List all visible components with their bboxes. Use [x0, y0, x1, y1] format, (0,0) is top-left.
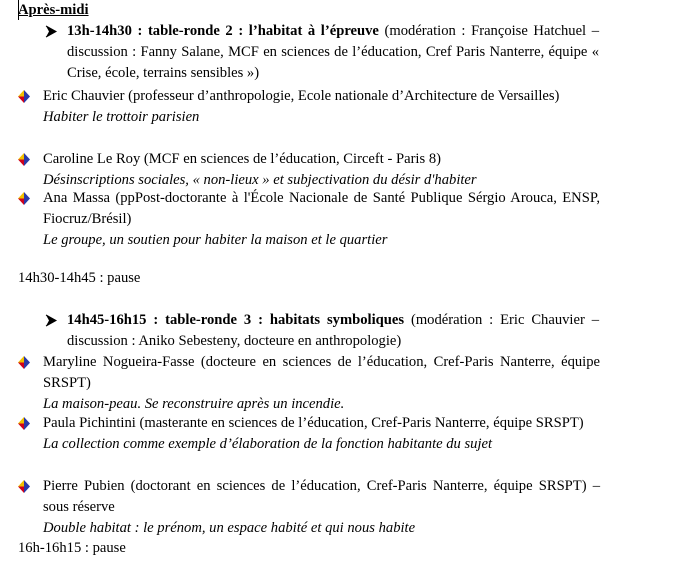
- session-1-moderation: (modération : Françoise Hatchuel – discussion : Fanny Salane, MCF en sciences de l’éducation, Cref Paris Nanterre, équipe « Crise, école, terrains sensibles »): [67, 23, 600, 81]
- four-color-diamond-bullet-icon: [18, 356, 30, 369]
- session-2-moderation: (modération : Eric Chauvier – discussion : Aniko Sebesteny, docteure en anthropologie): [67, 312, 600, 349]
- session-2-title: [43, 310, 599, 352]
- speaker-name: Maryline Nogueira-Fasse (docteure en sciences de l’éducation, Cref-Paris Nanterre, équipe SRSPT): [43, 354, 600, 391]
- speaker-item: [18, 352, 600, 415]
- speaker-name: Paula Pichintini (masterante en sciences de l’éducation, Cref-Paris Nanterre, équipe SRSPT): [43, 415, 584, 431]
- speaker-item: [18, 149, 600, 191]
- speaker-item: [18, 86, 600, 128]
- speaker-name: Eric Chauvier (professeur d’anthropologie, Ecole nationale d’Architecture de Versailles): [43, 88, 560, 104]
- session-1-time-title: 13h-14h30 : table-ronde 2 : l’habitat à l’épreuve: [67, 23, 379, 39]
- arrow-bullet-icon: [43, 21, 59, 42]
- talk-title: La maison-peau. Se reconstruire après un incendie.: [43, 396, 345, 412]
- speaker-name: Pierre Pubien (doctorant en sciences de l’éducation, Cref-Paris Nanterre, équipe SRSPT) – sous réserve: [43, 478, 600, 515]
- four-color-diamond-bullet-icon: [18, 192, 30, 205]
- section-heading: Après-midi: [18, 2, 89, 18]
- speaker-item: [18, 476, 600, 539]
- speaker-name: Ana Massa (ppPost-doctorante à l'École Nacionale de Santé Publique Sérgio Arouca, ENSP, Fiocruz/Brésil): [43, 190, 600, 227]
- section-heading-row: [18, 0, 89, 21]
- four-color-diamond-bullet-icon: [18, 153, 30, 166]
- session-1-title: [43, 21, 599, 84]
- arrow-bullet-icon: [43, 310, 59, 331]
- talk-title: La collection comme exemple d’élaboration de la fonction habitante du sujet: [43, 436, 493, 452]
- four-color-diamond-bullet-icon: [18, 480, 30, 493]
- four-color-diamond-bullet-icon: [18, 417, 30, 430]
- four-color-diamond-bullet-icon: [18, 90, 30, 103]
- speaker-name: Caroline Le Roy (MCF en sciences de l’éducation, Circeft - Paris 8): [43, 151, 441, 167]
- talk-title: Double habitat : le prénom, un espace habité et qui nous habite: [43, 520, 416, 536]
- talk-title: Habiter le trottoir parisien: [43, 109, 200, 125]
- speaker-item: [18, 413, 600, 455]
- pause-line: 16h-16h15 : pause: [18, 540, 126, 556]
- talk-title: Le groupe, un soutien pour habiter la maison et le quartier: [43, 232, 388, 248]
- speaker-item: [18, 188, 600, 251]
- talk-title: Désinscriptions sociales, « non-lieux » et subjectivation du désir d'habiter: [43, 172, 477, 188]
- session-2-time-title: 14h45-16h15 : table-ronde 3 : habitats symboliques: [67, 312, 405, 328]
- pause-line: 14h30-14h45 : pause: [18, 270, 141, 286]
